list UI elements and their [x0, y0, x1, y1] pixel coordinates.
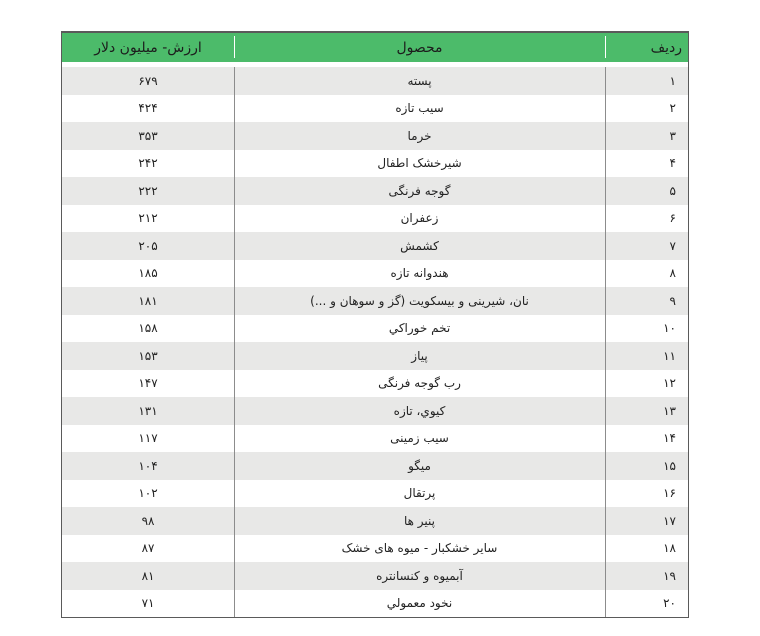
table-row — [62, 452, 688, 480]
row-index-cell — [605, 122, 688, 150]
column-divider — [605, 507, 606, 535]
row-index-cell — [605, 425, 688, 453]
column-divider — [605, 370, 606, 398]
row-product-cell — [234, 452, 605, 480]
column-divider — [234, 425, 235, 453]
column-divider — [605, 562, 606, 590]
row-value-cell — [62, 425, 234, 453]
column-divider — [605, 122, 606, 150]
column-divider — [605, 287, 606, 315]
row-value: ۴۲۴ — [138, 101, 158, 116]
row-value: ۸۷ — [141, 541, 155, 556]
row-index: ۶ — [669, 211, 676, 226]
table-row — [62, 205, 688, 233]
row-value-cell — [62, 177, 234, 205]
row-index: ۲۰ — [663, 596, 676, 611]
row-product-cell — [234, 122, 605, 150]
row-product-cell — [234, 232, 605, 260]
row-index-cell — [605, 315, 688, 343]
row-product: سیب زمینی — [390, 431, 449, 446]
row-index: ۵ — [669, 183, 676, 198]
row-value: ۱۴۷ — [138, 376, 158, 391]
column-divider — [605, 425, 606, 453]
header-index-label: ردیف — [650, 39, 682, 56]
row-value-cell — [62, 287, 234, 315]
row-index: ۱۰ — [663, 321, 676, 336]
row-product-cell — [234, 342, 605, 370]
row-index-cell — [605, 452, 688, 480]
row-product: شیرخشک اطفال — [377, 156, 462, 171]
column-divider — [605, 232, 606, 260]
row-product-cell — [234, 287, 605, 315]
row-index-cell — [605, 205, 688, 233]
table-body — [62, 67, 688, 617]
table-row — [62, 480, 688, 508]
row-product-cell — [234, 315, 605, 343]
row-product: پسته — [407, 73, 432, 88]
row-index-cell — [605, 370, 688, 398]
header-index — [605, 33, 688, 62]
row-product-cell — [234, 67, 605, 95]
column-divider — [234, 562, 235, 590]
row-value: ۱۵۸ — [138, 321, 158, 336]
row-product: سیب تازه — [395, 101, 444, 116]
row-product: هندوانه تازه — [390, 266, 449, 281]
column-divider — [234, 177, 235, 205]
row-index-cell — [605, 177, 688, 205]
row-index-cell — [605, 260, 688, 288]
row-index: ۱۷ — [663, 513, 676, 528]
column-divider — [234, 480, 235, 508]
row-index: ۹ — [669, 293, 676, 308]
row-product: پرتقال — [403, 486, 436, 501]
row-value-cell — [62, 342, 234, 370]
row-value: ۲۴۲ — [138, 156, 158, 171]
column-divider — [605, 260, 606, 288]
row-product-cell — [234, 397, 605, 425]
column-divider — [234, 590, 235, 618]
table-row — [62, 535, 688, 563]
row-product: نان، شیرینی و بیسکویت (گز و سوهان و ...) — [310, 293, 529, 308]
column-divider — [234, 122, 235, 150]
row-product-cell — [234, 95, 605, 123]
row-value-cell — [62, 590, 234, 618]
row-index: ۲ — [669, 101, 676, 116]
row-index: ۱۱ — [663, 348, 676, 363]
row-product-cell — [234, 480, 605, 508]
row-product-cell — [234, 260, 605, 288]
row-value: ۱۸۵ — [138, 266, 158, 281]
row-product: سایر خشکبار - میوه های خشک — [341, 541, 498, 556]
row-value-cell — [62, 67, 234, 95]
table-header — [62, 33, 688, 62]
column-divider — [605, 397, 606, 425]
table-row — [62, 177, 688, 205]
row-value: ۱۰۴ — [138, 458, 158, 473]
row-index-cell — [605, 397, 688, 425]
column-divider — [605, 67, 606, 95]
export-table — [61, 31, 689, 618]
row-product-cell — [234, 150, 605, 178]
table-row — [62, 397, 688, 425]
column-divider — [234, 205, 235, 233]
column-divider — [234, 452, 235, 480]
column-divider — [605, 205, 606, 233]
row-value-cell — [62, 260, 234, 288]
row-index: ۸ — [669, 266, 676, 281]
row-index-cell — [605, 95, 688, 123]
row-value-cell — [62, 507, 234, 535]
row-index-cell — [605, 535, 688, 563]
row-value-cell — [62, 452, 234, 480]
row-value-cell — [62, 480, 234, 508]
column-divider — [605, 452, 606, 480]
row-product: آبمیوه و کنسانتره — [376, 568, 463, 583]
row-index-cell — [605, 67, 688, 95]
column-divider — [234, 507, 235, 535]
row-value: ۲۰۵ — [138, 238, 158, 253]
row-index: ۱۹ — [663, 568, 676, 583]
row-value: ۱۱۷ — [138, 431, 158, 446]
row-product: کشمش — [400, 238, 439, 253]
table-row — [62, 260, 688, 288]
row-index-cell — [605, 480, 688, 508]
row-product-cell — [234, 205, 605, 233]
table-row — [62, 287, 688, 315]
header-value-label: ارزش- میلیون دلار — [94, 39, 202, 56]
table-row — [62, 67, 688, 95]
row-value-cell — [62, 232, 234, 260]
row-product: خرما — [407, 128, 432, 143]
row-index-cell — [605, 342, 688, 370]
row-product: رب گوجه فرنگی — [378, 376, 461, 391]
row-product-cell — [234, 177, 605, 205]
column-divider — [234, 67, 235, 95]
row-product-cell — [234, 370, 605, 398]
row-value: ۲۱۲ — [138, 211, 158, 226]
table-row — [62, 150, 688, 178]
row-value-cell — [62, 95, 234, 123]
row-value-cell — [62, 397, 234, 425]
row-index: ۱۶ — [663, 486, 676, 501]
table-row — [62, 232, 688, 260]
row-product: زعفران — [400, 211, 439, 226]
row-value-cell — [62, 535, 234, 563]
row-value: ۱۳۱ — [138, 403, 158, 418]
header-product-label: محصول — [396, 39, 443, 56]
column-divider — [234, 370, 235, 398]
row-index: ۳ — [669, 128, 676, 143]
row-product: نخود معمولي — [386, 596, 453, 611]
column-divider — [234, 287, 235, 315]
table-row — [62, 590, 688, 618]
table-row — [62, 95, 688, 123]
row-index: ۱ — [669, 73, 676, 88]
table-row — [62, 370, 688, 398]
table-row — [62, 425, 688, 453]
row-index: ۷ — [669, 238, 676, 253]
row-value: ۱۰۲ — [138, 486, 158, 501]
row-value: ۸۱ — [141, 568, 155, 583]
column-divider — [234, 232, 235, 260]
column-divider — [234, 535, 235, 563]
row-value-cell — [62, 315, 234, 343]
row-value-cell — [62, 205, 234, 233]
column-divider — [234, 315, 235, 343]
row-product: كيوي، تازه — [393, 403, 446, 418]
header-divider — [605, 36, 606, 58]
row-value-cell — [62, 122, 234, 150]
header-value — [62, 33, 234, 62]
row-product-cell — [234, 425, 605, 453]
row-value: ۳۵۳ — [138, 128, 158, 143]
row-index-cell — [605, 562, 688, 590]
table-row — [62, 562, 688, 590]
row-index: ۱۵ — [663, 458, 676, 473]
table-row — [62, 507, 688, 535]
column-divider — [605, 150, 606, 178]
column-divider — [234, 150, 235, 178]
header-divider — [234, 36, 235, 58]
column-divider — [605, 480, 606, 508]
row-index-cell — [605, 150, 688, 178]
column-divider — [234, 260, 235, 288]
row-index: ۴ — [669, 156, 676, 171]
row-index-cell — [605, 507, 688, 535]
column-divider — [605, 177, 606, 205]
column-divider — [234, 342, 235, 370]
column-divider — [605, 342, 606, 370]
column-divider — [605, 315, 606, 343]
table-row — [62, 315, 688, 343]
row-value-cell — [62, 150, 234, 178]
row-value-cell — [62, 562, 234, 590]
row-index: ۱۴ — [663, 431, 676, 446]
row-index-cell — [605, 590, 688, 618]
column-divider — [234, 95, 235, 123]
row-index: ۱۸ — [663, 541, 676, 556]
column-divider — [605, 590, 606, 618]
table-row — [62, 122, 688, 150]
row-value: ۹۸ — [141, 513, 155, 528]
row-value: ۷۱ — [141, 596, 155, 611]
row-index: ۱۲ — [663, 376, 676, 391]
row-product: میگو — [408, 458, 431, 473]
row-index: ۱۳ — [663, 403, 676, 418]
column-divider — [605, 535, 606, 563]
row-value: ۲۲۲ — [138, 183, 158, 198]
row-product: تخم خوراكي — [388, 321, 451, 336]
row-product: گوجه فرنگی — [388, 183, 451, 198]
row-index-cell — [605, 287, 688, 315]
column-divider — [234, 397, 235, 425]
column-divider — [605, 95, 606, 123]
row-product: پیاز — [411, 348, 428, 363]
row-product: پنیر ها — [404, 513, 436, 528]
header-product — [234, 33, 605, 62]
row-value: ۱۸۱ — [138, 293, 158, 308]
table-row — [62, 342, 688, 370]
row-value: ۶۷۹ — [138, 73, 158, 88]
row-product-cell — [234, 535, 605, 563]
row-product-cell — [234, 562, 605, 590]
row-product-cell — [234, 507, 605, 535]
row-index-cell — [605, 232, 688, 260]
row-product-cell — [234, 590, 605, 618]
row-value: ۱۵۳ — [138, 348, 158, 363]
row-value-cell — [62, 370, 234, 398]
